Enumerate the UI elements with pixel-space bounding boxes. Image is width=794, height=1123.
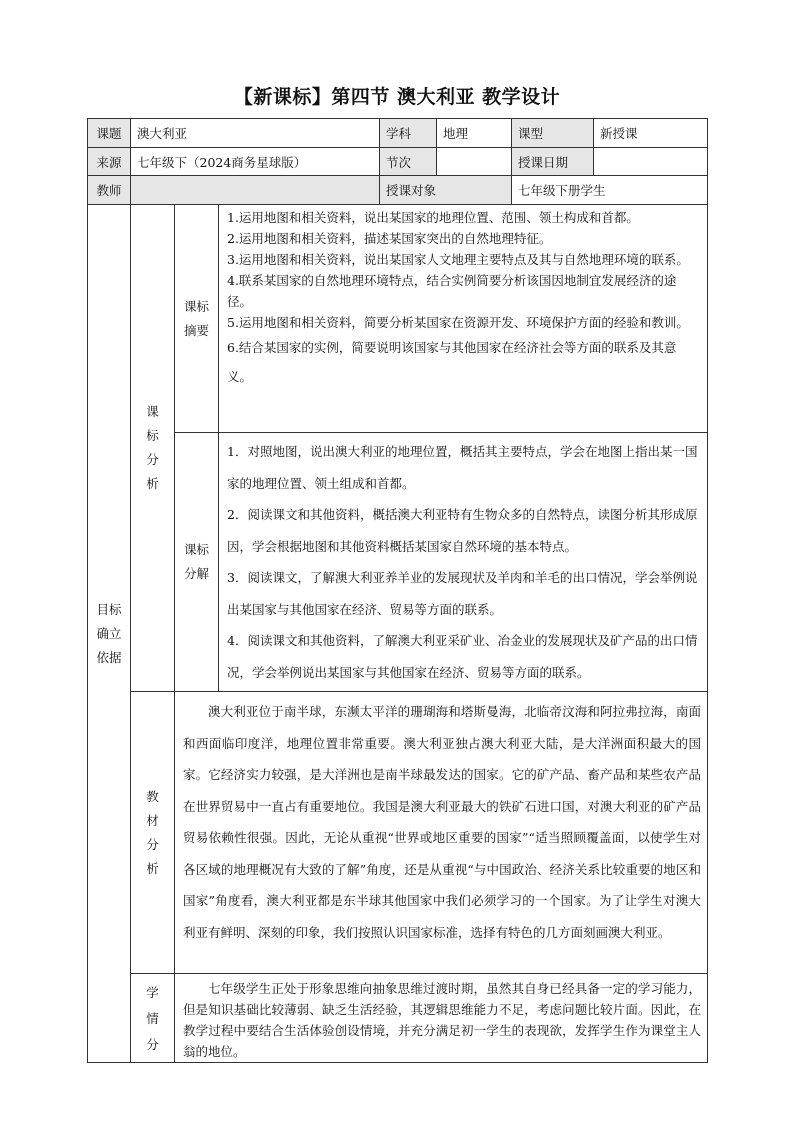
student-analysis-label: 学 情 分: [131, 974, 175, 1063]
subject-label: 学科: [380, 119, 437, 148]
topic-label: 课题: [88, 119, 131, 148]
student-text: 七年级学生正处于形象思维向抽象思维过渡时期，虽然其自身已经具备一定的学习能力，但是知识基础比较薄弱、缺乏生活经验，其逻辑思维能力不足，考虑问题比较片面。因此，在教学过程中要结合生活体验创设情境，并充分满足初一学生的表现欲，发挥学生作为课堂主人翁的地位。: [183, 981, 702, 1059]
decompose-row: [88, 433, 708, 692]
student-row: [88, 974, 708, 1063]
summary-item: 4.联系某国家的自然地理环境特点，结合实例简要分析该国因地制宜发展经济的途径。: [227, 273, 677, 309]
decompose-item: 3．阅读课文，了解澳大利亚养羊业的发展现状及羊肉和羊毛的出口情况，学会举例说出某国家与其他国家在经济、贸易等方面的联系。: [227, 570, 698, 617]
date-label: 授课日期: [512, 148, 594, 176]
decompose-label: 课标 分解: [175, 433, 219, 692]
teacher-value: [131, 176, 380, 205]
source-value: 七年级下（2024商务星球版）: [131, 148, 380, 176]
student-content: [175, 974, 708, 1063]
summary-item: 5.运用地图和相关资料，简要分析某国家在资源开发、环境保护方面的经验和教训。: [227, 315, 689, 330]
topic-value: 澳大利亚: [131, 119, 380, 148]
subject-value: 地理: [437, 119, 512, 148]
material-analysis-label: 教 材 分 析: [131, 692, 175, 974]
decompose-item: 1．对照地图，说出澳大利亚的地理位置，概括其主要特点，学会在地图上指出某一国家的地理位置、领土组成和首都。: [227, 444, 698, 491]
header-row-source: [88, 148, 708, 176]
summary-content: [219, 205, 708, 433]
audience-label: 授课对象: [380, 176, 512, 205]
basis-label: 目标 确立 依据: [88, 205, 131, 1063]
summary-item: 2.运用地图和相关资料，描述某国家突出的自然地理特征。: [227, 231, 552, 246]
summary-label: 课标 摘要: [175, 205, 219, 433]
standard-analysis-label: 课 标 分 析: [131, 205, 175, 692]
teacher-label: 教师: [88, 176, 131, 205]
summary-item: 1.运用地图和相关资料，说出某国家的地理位置、范围、领土构成和首都。: [227, 210, 639, 225]
material-content: [175, 692, 708, 974]
page-title: 【新课标】第四节 澳大利亚 教学设计: [233, 86, 561, 108]
type-value: 新授课: [594, 119, 708, 148]
summary-row: [88, 205, 708, 433]
decompose-item: 2．阅读课文和其他资料，概括澳大利亚特有生物众多的自然特点，读图分析其形成原因，学会根据地图和其他资料概括某国家自然环境的基本特点。: [227, 507, 698, 554]
period-value: [437, 148, 512, 176]
decompose-item: 4．阅读课文和其他资料，了解澳大利亚采矿业、冶金业的发展现状及矿产品的出口情况，学会举例说出某国家与其他国家在经济、贸易等方面的联系。: [227, 633, 698, 680]
header-row-topic: [88, 119, 708, 148]
type-label: 课型: [512, 119, 594, 148]
material-text: 澳大利亚位于南半球，东濒太平洋的珊瑚海和塔斯曼海，北临帝汶海和阿拉弗拉海，南面和西面临印度洋，地理位置非常重要。澳大利亚独占澳大利亚大陆，是大洋洲面积最大的国家。它经济实力较强，是大洋洲也是南半球最发达的国家。它的矿产品、畜产品和某些农产品在世界贸易中一直占有重要地位。我国是澳大利亚最大的铁矿石进口国，对澳大利亚的矿产品贸易依赖性很强。因此，无论从重视“世界或地区重要的国家”“适当照顾覆盖面，以使学生对各区域的地理概况有大致的了解”角度，还是从重视“与中国政治、经济关系比较重要的地区和国家”角度看，澳大利亚都是东半球其他国家中我们必须学习的一个国家。为了让学生对澳大利亚有鲜明、深刻的印象，我们按照认识国家标准，选择有特色的几方面刻画澳大利亚。: [183, 704, 702, 940]
summary-item: 6.结合某国家的实例，简要说明该国家与其他国家在经济社会等方面的联系及其意义。: [227, 340, 677, 384]
audience-value: 七年级下册学生: [512, 176, 708, 205]
lesson-plan-table: [87, 118, 708, 1063]
period-label: 节次: [380, 148, 437, 176]
decompose-content: [219, 433, 708, 692]
material-row: [88, 692, 708, 974]
summary-item: 3.运用地图和相关资料，说出某国家人文地理主要特点及其与自然地理环境的联系。: [227, 252, 689, 267]
source-label: 来源: [88, 148, 131, 176]
date-value: [594, 148, 708, 176]
header-row-teacher: [88, 176, 708, 205]
